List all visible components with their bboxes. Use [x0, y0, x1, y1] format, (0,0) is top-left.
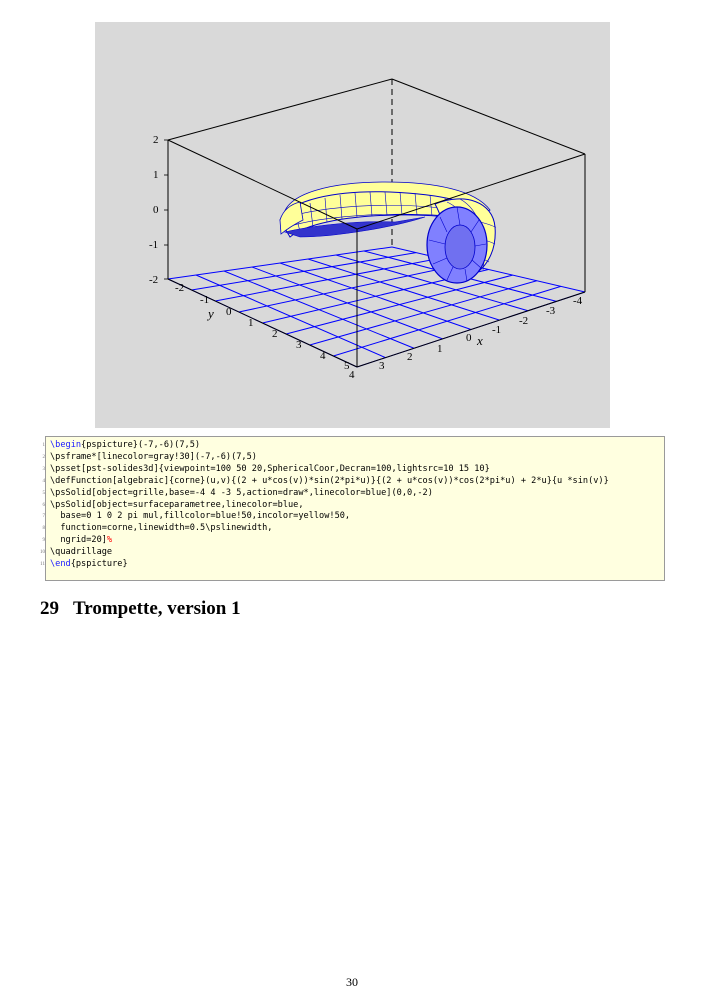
box-top-front-left: [168, 140, 357, 229]
code-line: [42, 440, 201, 451]
code-text: {pspicture}: [70, 559, 128, 569]
x-tick-label: -1: [492, 324, 502, 336]
code-line: [42, 535, 113, 546]
code-keyword: \end: [50, 559, 71, 569]
line-number: 6: [42, 502, 45, 508]
y-tick-label: 0: [226, 306, 232, 318]
z-tick-label: -1: [149, 239, 159, 251]
code-text: \defFunction[algebraic]{corne}(u,v){(2 + u*cos(v))*sin(2*pi*u)}{(2 + u*cos(v))*cos(2*pi*u) + 2*u}{u *sin(v)}: [50, 475, 609, 486]
x-tick-label: 4: [349, 369, 355, 381]
z-tick-label: 0: [153, 204, 159, 216]
pspicture-figure: [95, 22, 610, 428]
x-axis: [349, 295, 583, 381]
y-tick-label: 4: [320, 350, 326, 362]
line-number: 10: [40, 550, 45, 556]
y-tick-label: -1: [200, 294, 210, 306]
code-line: [42, 475, 609, 487]
line-number: 8: [42, 526, 45, 532]
x-axis-label: x: [477, 333, 483, 348]
section-number: 29: [40, 598, 59, 619]
code-line: [42, 451, 257, 463]
x-tick-label: 0: [466, 332, 472, 344]
line-number: 5: [42, 490, 45, 496]
box-bottom-front-right: [357, 292, 585, 367]
code-text: ngrid=20]: [50, 535, 107, 546]
code-text: base=0 1 0 2 pi mul,fillcolor=blue!50,incolor=yellow!50,: [50, 511, 351, 522]
y-tick-label: 5: [344, 360, 350, 372]
code-line: [42, 463, 490, 475]
code-line: [40, 547, 113, 558]
x-tick-label: 2: [407, 351, 413, 363]
x-tick-label: 3: [379, 360, 385, 372]
y-tick-label: 2: [272, 328, 278, 340]
page-number: 30: [346, 975, 358, 989]
code-line: [42, 523, 273, 534]
box-top-right-edge: [392, 79, 585, 154]
code-listing: [40, 436, 665, 581]
code-text: {pspicture}(-7,-6)(7,5): [81, 440, 201, 450]
code-comment: %: [106, 535, 113, 546]
3d-plot: [95, 22, 610, 428]
code-line: [42, 487, 433, 499]
y-axis-label: y: [208, 306, 214, 321]
y-axis: [175, 282, 350, 372]
line-number: 1: [42, 443, 45, 448]
code-keyword: \begin: [50, 440, 82, 450]
section-title: Trompette, version 1: [73, 598, 241, 619]
line-number: 7: [42, 514, 45, 520]
bell-opening-inner: [445, 225, 475, 269]
z-tick-label: -2: [149, 274, 159, 286]
code-text: \psSolid[object=surfaceparametree,linecolor=blue,: [50, 499, 304, 510]
code-text: \psSolid[object=grille,base=-4 4 -3 5,action=draw*,linecolor=blue](0,0,-2): [50, 487, 433, 498]
y-tick-label: 3: [296, 339, 302, 351]
y-tick-label: 1: [248, 317, 254, 329]
line-number: 4: [42, 478, 45, 484]
box-top-left-edge: [168, 79, 392, 140]
line-number: 9: [42, 538, 45, 544]
x-tick-label: -4: [573, 295, 583, 307]
z-tick-label: 1: [153, 169, 159, 181]
x-tick-label: 1: [437, 343, 443, 355]
line-number: 2: [42, 454, 45, 460]
grid-line: [286, 275, 513, 334]
code-line: [40, 559, 128, 570]
code-line: [42, 511, 351, 522]
code-text: \quadrillage: [50, 547, 113, 558]
x-tick-label: -2: [519, 315, 529, 327]
code-text: \psframe*[linecolor=gray!30](-7,-6)(7,5): [50, 451, 257, 462]
section-heading: [40, 598, 241, 620]
code-line: [42, 499, 304, 511]
code-text: \psset[pst-solides3d]{viewpoint=100 50 20,SphericalCoor,Decran=100,lightsrc=10 15 10}: [50, 463, 490, 474]
z-axis: [149, 134, 168, 286]
y-tick-label: -2: [175, 282, 185, 294]
code-text: function=corne,linewidth=0.5\pslinewidth,: [50, 523, 273, 534]
x-tick-label: -3: [546, 305, 556, 317]
line-number: 3: [42, 466, 45, 472]
z-tick-label: 2: [153, 134, 159, 146]
grid-line: [310, 281, 537, 345]
line-number: 11: [40, 562, 45, 567]
